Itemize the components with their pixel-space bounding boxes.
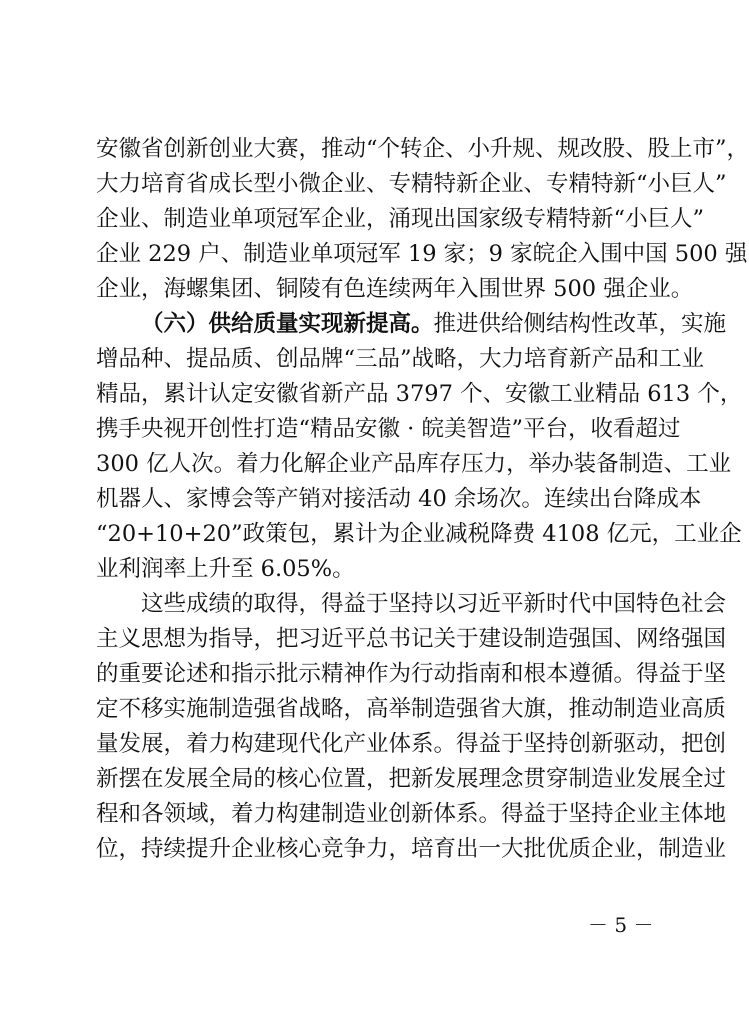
text-line: 程和各领域，着力构建制造业创新体系。得益于坚持企业主体地 bbox=[96, 801, 727, 827]
section-heading-line bbox=[141, 308, 727, 340]
text-line: 安徽省创新创业大赛，推动“个转企、小升规、规改股、股上市”， bbox=[96, 136, 749, 162]
text-line: 企业，海螺集团、铜陵有色连续两年入围世界 500 强企业。 bbox=[96, 276, 694, 302]
text-line: 大力培育省成长型小微企业、专精特新企业、专精特新“小巨人” bbox=[96, 171, 727, 197]
text-line: 携手央视开创性打造“精品安徽 · 皖美智造”平台，收看超过 bbox=[96, 416, 681, 442]
text-line: 增品种、提品质、创品牌“三品”战略，大力培育新产品和工业 bbox=[96, 346, 705, 372]
page-number: － 5 － bbox=[588, 913, 654, 937]
section-heading: （六）供给质量实现新提高。 bbox=[141, 311, 434, 337]
text-line: 的重要论述和指示批示精神作为行动指南和根本遵循。得益于坚 bbox=[96, 661, 727, 687]
text-line: 企业、制造业单项冠军企业，涌现出国家级专精特新“小巨人” bbox=[96, 206, 705, 232]
paragraph-start-line: 这些成绩的取得，得益于坚持以习近平新时代中国特色社会 bbox=[141, 591, 727, 617]
text-line: “20+10+20”政策包，累计为企业减税降费 4108 亿元，工业企 bbox=[96, 521, 742, 547]
text-line: 机器人、家博会等产销对接活动 40 余场次。连续出台降成本 bbox=[96, 486, 702, 512]
text-line: 新摆在发展全局的核心位置，把新发展理念贯穿制造业发展全过 bbox=[96, 766, 727, 792]
section-heading-continuation: 推进供给侧结构性改革，实施 bbox=[433, 311, 727, 337]
text-line: 主义思想为指导，把习近平总书记关于建设制造强国、网络强国 bbox=[96, 626, 727, 652]
text-line: 定不移实施制造强省战略，高举制造强省大旗，推动制造业高质 bbox=[96, 696, 727, 722]
text-line: 300 亿人次。着力化解企业产品库存压力，举办装备制造、工业 bbox=[96, 451, 732, 477]
text-line: 精品，累计认定安徽省新产品 3797 个、安徽工业精品 613 个， bbox=[96, 381, 743, 407]
text-line: 业利润率上升至 6.05%。 bbox=[96, 556, 355, 582]
text-line: 量发展，着力构建现代化产业体系。得益于坚持创新驱动，把创 bbox=[96, 731, 727, 757]
text-line: 企业 229 户、制造业单项冠军 19 家；9 家皖企入围中国 500 强 bbox=[96, 241, 748, 267]
text-line: 位，持续提升企业核心竞争力，培育出一大批优质企业，制造业 bbox=[96, 836, 727, 862]
